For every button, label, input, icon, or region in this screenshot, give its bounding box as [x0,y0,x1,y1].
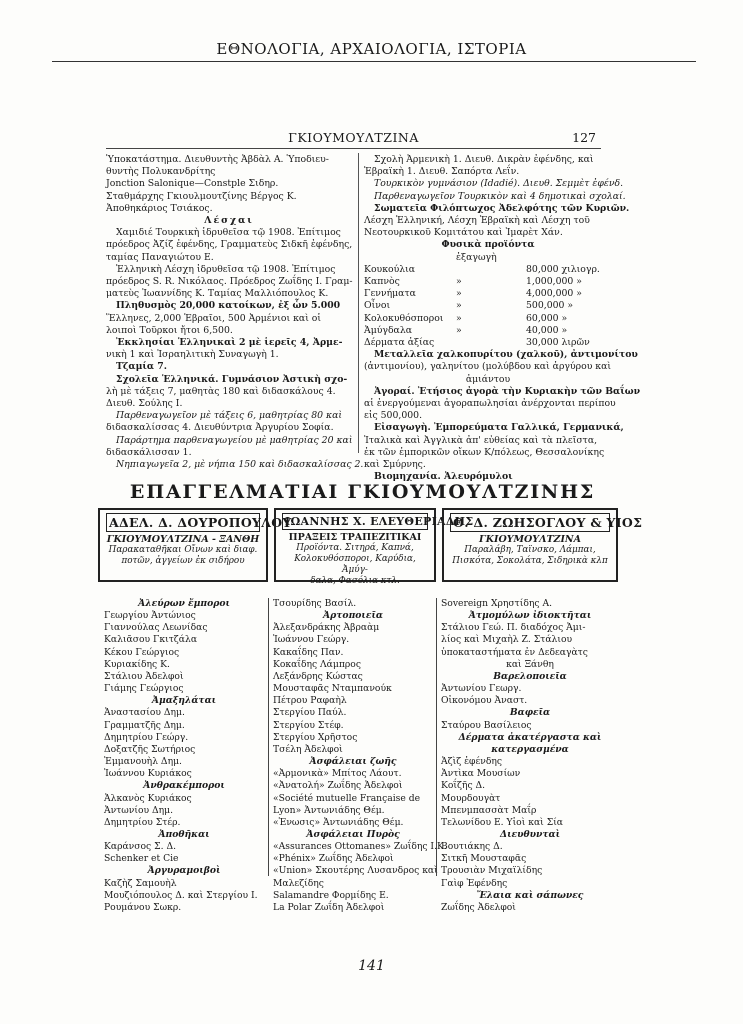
directory-heading: Ἔλαια καὶ σάπωνες [476,889,584,901]
exports-row [364,325,614,337]
directory-entry: «Ἀρμονικὰ» Μπίτος Λάουτ. [273,768,402,780]
text-line: λοιποὶ Τοῦρκοι ἤτοι 6,500. [106,324,233,336]
exports-table [364,252,614,350]
directory-heading: Διευθυνταὶ [499,828,561,840]
text-line: πρόεδρος Ἀζίζ ἐφένδης, Γραμματεὺς Σιδκῆ ἐφένδης, [106,239,353,251]
ad-city: ΠΡΑΞΕΙΣ ΤΡΑΠΕΖΙΤΙΚΑΙ [288,532,422,543]
export-ditto [456,264,526,276]
directory-heading: Ἀσφάλειαι ζωῆς [309,756,397,768]
ad-line: Κολοκυθόσποροι, Καρύδια, Ἀμύγ- [294,554,416,575]
directory-entry: Τσουρίδης Βασίλ. [273,598,357,609]
directory-entry: «Phénix» Ζωΐδης Ἀδελφοὶ [273,853,394,865]
text-line: λὴ μὲ τάξεις 7, μαθητὰς 180 καὶ διδασκάλους 4. [106,385,336,397]
directory-heading: Βαφεῖα [509,707,551,719]
ad-city: ΓΚΙΟΥΜΟΥΛΤΖΙΝΑ [479,534,581,545]
text-line: ταμίας Παναγιώτου Ε. [106,251,214,263]
ad-line: Προϊόντα. Σιτηρά, Καπνά, [296,543,414,553]
export-ditto: » [456,312,462,324]
directory-entry: Στεργίου Χρῆστος [273,731,358,743]
text-line: Ἰταλικὰ καὶ Ἀγγλικὰ ἀπ' εὐθείας καὶ τὰ πλεῖστα, [364,434,598,446]
exports-row [364,337,614,349]
exports-row [364,313,614,325]
text-line: (ἀντιμονίου), γαληνίτου (μολύβδου καὶ ἀργύρου καὶ [364,361,612,373]
directory-heading: Ἀρτοποιεῖα [323,610,383,622]
ad-name: ΑΔΕΛ. Δ. ΔΟΥΡΟΠΟΥΛΟΥ [106,513,260,532]
directory-entry: Ἰωάννου Κυριάκος [104,768,192,780]
directory-entry: Κοκαΐδης Λάμπρος [273,658,361,670]
text-line: νικὴ 1 καὶ Ἰσραηλιτικὴ Συναγωγὴ 1. [106,349,279,361]
directory-entry: Γιαννούλας Λεωνίδας [104,622,208,634]
professionals-title: ΕΠΑΓΓΕΛΜΑΤΙΑΙ ΓΚΙΟΥΜΟΥΛΤΖΙΝΗΣ [129,481,596,503]
directory-entry: Γραμματζῆς Δημ. [104,719,185,731]
directory-entry: Στάλιου Ἀδελφοὶ [104,670,184,682]
directory-entry: Τελωνίδου Ε. Υἱοὶ καὶ Σία [441,816,563,828]
export-item: Κουκούλια [364,263,416,275]
directory-entry: Δημητρίου Γεώργ. [104,731,189,743]
text-line: Χαμιδιέ Τουρκικὴ ἱδρυθεῖσα τῷ 1908. Ἐπίτιμος [116,227,341,239]
directory-heading: Ἀργυραμοιβοὶ [147,865,221,877]
directory-entry: Καράνσος Σ. Δ. [104,841,177,853]
directory-column-3 [441,598,619,914]
directory-entry: Ἀναστασίου Δημ. [104,707,185,719]
export-amount: 40,000 » [526,324,568,336]
directory-entry: Schenker et Cie [104,853,179,865]
exports-row [364,276,614,288]
text-line: αἱ ἐνεργούμεναι ἀγοραπωλησίαι ἀνέρχονται περίπου [364,398,616,410]
directory-entry: Στεργίου Στέφ. [273,719,344,731]
directory-entry: Μουρδουγὰτ [441,792,501,804]
text-line: διδασκάλισσαν 1. [106,446,192,458]
export-item: Καπνὸς [364,276,400,288]
directory-entry: Τρουσιὰν Μιχαϊλίδης [441,865,543,877]
directory-entry: Στεργίου Παύλ. [273,707,347,719]
text-line: καὶ Σμύρνης. [364,459,426,471]
export-amount: 4,000,000 » [526,288,582,300]
text-line: Μεταλλεῖα χαλκοπυρίτου (χαλκοῦ), ἀντιμονίτου [374,349,638,361]
directory-entry: Κοΐζῆς Δ. [441,780,486,792]
text-line: ἀμιάντου [465,373,511,385]
text-line: Νεοτουρκικοῦ Κομιτάτου καὶ Ἰμαρὲτ Χάν. [364,227,563,239]
folio-page-number: 141 [358,958,385,974]
ad-line: Πισκότα, Σοκολάτα, Σιδηρικὰ κλπ [452,556,608,566]
directory-entry: Γεωργίου Ἀντώνιος [104,610,196,622]
export-amount: 500,000 » [526,300,574,312]
directory-entry: Ἀντωνίου Γεωργ. [441,683,522,695]
ad-dourolopoulou [98,508,292,582]
directory-entry: Ἀζὶζ ἐφένδης [441,756,503,768]
directory-heading: Ἀποθῆκαι [158,828,210,840]
directory-heading: Ἀλεύρων ἔμποροι [138,598,230,609]
text-line: διδασκαλίσσας 4. Διευθύντρια Ἀργυρίου Σοφία. [106,422,334,434]
directory-entry: «Ἑνωσις» Ἀντωνιάδης Θέμ. [273,816,404,828]
directory-entry: Λεξάνδρης Κώστας [273,670,363,682]
ad-name: ΙΩΑΝΝΗΣ Χ. ΕΛΕΥΘΕΡΙΑΔΗΣ [282,513,428,530]
column-divider [358,153,359,453]
inner-header-title: ΓΚΙΟΥΜΟΥΛΤΖΙΝΑ [288,130,419,145]
directory-entry: Salamandrе Φορμίδης Ε. [273,889,389,901]
text-line: πρόεδρος S. R. Νικόλαος. Πρόεδρος Ζωΐδης Ι. Γραμ- [106,276,353,288]
directory-entry: Sovereign Χρηστίδης Α. [441,598,552,609]
export-item: Γεννήματα [364,288,416,300]
exports-header-row [364,252,614,264]
directory-heading: Ἀσφάλειαι Πυρὸς [306,828,400,840]
export-ditto: » [456,276,462,288]
directory-column-1 [104,598,264,914]
directory-heading: Ἀτμομύλων ἰδιοκτῆται [468,610,592,622]
text-line: Εἰσαγωγὴ. Ἐμπορεύματα Γαλλικά, Γερμανικά, [374,422,624,434]
directory-entry: Γιάμης Γεώργιος [104,683,184,695]
export-item: Κολοκυθόσποροι [364,312,444,324]
ad-line: Παρακαταθῆκαι Οἴνων καὶ διαφ. [108,545,258,555]
running-head: ΕΘΝΟΛΟΓΙΑ, ΑΡΧΑΙΟΛΟΓΙΑ, ΙΣΤΟΡΙΑ [216,40,527,58]
list-divider [268,598,269,876]
directory-entry: Κέκου Γεώργιος [104,646,180,658]
inner-header [106,130,601,149]
directory-entry: Ἀλεξανδράκης Ἀβραὰμ [273,622,380,634]
text-line: Διευθ. Σούλης Ι. [106,398,183,410]
directory-entry: «Société mutuelle Française de [273,792,421,804]
export-item: Οἶνοι [364,300,391,312]
directory-entry: Κακαΐδης Παν. [273,646,344,658]
ad-line: ποτῶν, ἀγγείων ἐκ σιδήρου [121,556,245,566]
export-amount: 80,000 χιλιογρ. [526,263,600,275]
text-line: Σωματεῖα Φιλόπτωχος Ἀδελφότης τῶν Κυριῶν. [374,202,630,214]
directory-entry: Ζωΐδης Ἀδελφοὶ [441,901,516,913]
export-amount: 30,000 λιρῶν [526,337,590,349]
directory-entry: Δημητρίου Στέρ. [104,816,181,828]
directory-heading: Βαρελοποιεῖα [493,670,567,682]
directory-entry: Καζὴζ Σαμουὴλ [104,877,177,889]
export-item: Ἀμύγδαλα [364,324,413,336]
directory-entry: «Union» Σκουτέρης Λυσανδρος καὶ [273,865,438,877]
directory-entry: λίος καὶ Μιχαὴλ Ζ. Στάλιου [441,634,573,646]
export-ditto: » [456,288,462,300]
directory-column-2 [273,598,447,914]
directory-entry: Γαὶφ Ἐφένδης [441,877,508,889]
text-line: Ἑλληνικὴ Λέσχη ἱδρυθεῖσα τῷ 1908. Ἐπίτιμος [116,263,336,275]
directory-entry: Καλιᾶσου Γκιτζάλα [104,634,198,646]
directory-entry: La Polar Ζωΐδη Ἀδελφοὶ [273,901,385,913]
ad-line: Παραλάβη, Ταϊνσκο, Λάμπαι, [464,545,596,555]
text-line: ματεὺς Ἰωαννίδης Κ. Ταμίας Μαλλιόπουλος Κ. [106,288,329,300]
directory-entry: Δοξατζῆς Σωτήριος [104,743,196,755]
text-line: Πληθυσμὸς 20,000 κατοίκων, ἐξ ὧν 5.000 [116,300,341,312]
text-line: ἐκ τῶν ἐμπορικῶν οἴκων Κ/πόλεως, Θεσσαλονίκης [364,446,605,458]
ad-name: Θ. Δ. ΖΩΗΣΟΓΛΟΥ & ΥΙΟΣ [450,513,610,532]
text-line: Ἐκκλησίαι Ἑλληνικαὶ 2 μὲ ἱερεῖς 4, Ἀρμε- [116,337,343,349]
top-rule [52,61,696,62]
exports-row [364,264,614,276]
inner-header-page-number: 127 [572,130,596,145]
directory-entry: «Ἀνατολή» Ζωΐδης Ἀδελφοὶ [273,780,403,792]
ad-city: ΓΚΙΟΥΜΟΥΛΤΖΙΝΑ - ΞΑΝΘΗ [106,534,260,545]
directory-entry: Μαλεζίδης [273,877,324,889]
exports-row [364,300,614,312]
text-line: Jonction Salonique—Constple Σιδηρ. [106,178,279,190]
directory-entry: Σταύρου Βασίλειος [441,719,532,731]
text-line: Βιομηχανία. Ἀλευρόμυλοι [374,471,513,483]
export-ditto: » [456,324,462,336]
exports-header: ἐξαγωγὴ [456,251,497,263]
directory-entry: Lyon» Ἀντωνιάδης Θέμ. [273,804,385,816]
text-line: Παρθεναγωγεῖον μὲ τάξεις 6, μαθητρίας 80 καὶ [116,410,343,422]
directory-entry: Ἰωάννου Γεώργ. [273,634,350,646]
export-item: Δέρματα ἀξίας [364,337,435,349]
export-amount: 60,000 » [526,312,568,324]
text-line: Τζαμία 7. [116,361,167,373]
right-column [364,154,641,483]
directory-entry: ὑποκαταστήματα ἐν Δεδεαγὰτς [441,646,588,658]
text-line: Σχολὴ Ἀρμενικὴ 1. Διευθ. Δικρὰν ἐφένδης, καὶ [374,154,594,165]
text-line: Σταθμάρχης Γκιουλμουτζίνης Βέργος Κ. [106,190,297,202]
directory-heading: Δέρματα ἀκατέργαστα καὶ [458,731,602,743]
directory-entry: Μουζιόπουλος Δ. καὶ Στεργίου Ι. [104,889,258,901]
directory-entry: Στάλιου Γεώ. Π. διαδόχος Ἀμι- [441,622,586,634]
text-line: εἰς 500,000. [364,410,423,422]
text-line: Ἀγοραί. Ἐτήσιος ἀγορὰ τὴν Κυριακὴν τῶν Βαΐων [374,385,641,397]
directory-entry: Μπενμπασσὰτ Μαΐρ [441,804,537,816]
directory-entry: Σιτκῆ Μουσταφᾶς [441,853,527,865]
text-line: Ὑποκατάστημα. Διευθυντὴς Ἀβδὰλ Α. Ὑποδιευ- [106,154,329,165]
directory-entry: Ἀλκανὸς Κυριάκος [104,792,192,804]
directory-entry: Ἀντωνίου Δημ. [104,804,174,816]
text-line: Ἑβραϊκὴ 1. Διευθ. Σαπόρτα Λεΐν. [364,166,520,178]
text-line: Ἕλληνες, 2,000 Ἑβραῖοι, 500 Ἀρμένιοι καὶ οἱ [106,312,322,324]
section-heading: Λέσχαι [204,215,254,227]
directory-heading: κατεργασμένα [491,743,569,755]
section-heading: Φυσικὰ προϊόντα [441,239,535,251]
list-divider [436,598,437,876]
directory-entry: Βουτιάκης Δ. [441,841,503,853]
directory-entry: Ρουμάνου Σωκρ. [104,901,182,913]
text-line: Παράρτημα παρθεναγωγείου μὲ μαθητρίας 20 καὶ [116,434,353,446]
exports-row [364,288,614,300]
text-line: Σχολεῖα Ἑλληνικά. Γυμνάσιον Ἀστικὴ σχο- [116,373,348,385]
text-line: θυντὴς Πολυκανδρίτης [106,166,216,178]
text-line: Λέσχη Ἑλληνική, Λέσχη Ἑβραϊκὴ καὶ Λέσχη τοῦ [364,215,590,227]
text-line: Ἀποθηκάριος Τσιάκος. [106,202,213,214]
directory-entry: Πέτρου Ραφαὴλ [273,695,347,707]
left-column [106,154,364,471]
ad-eleftheriadis [274,508,474,586]
directory-entry: Τσέλη Ἀδελφοὶ [273,743,343,755]
ad-line: δαλα, Φασόλια κτλ. [310,576,400,586]
ad-zoisoglou [442,508,643,582]
directory-entry: καὶ Ξάνθη [506,658,554,670]
export-amount: 1,000,000 » [526,276,582,288]
directory-entry: «Assurances Ottomanes» Ζωΐδης Ι.Κ. [273,841,447,853]
directory-heading: Ἀμαξηλάται [151,695,217,707]
directory-entry: Κυριακίδης Κ. [104,658,170,670]
directory-entry: Ἐμμανουὴλ Δημ. [104,756,182,768]
text-line: Νηπιαγωγεῖα 2, μὲ νήπια 150 καὶ διδασκαλίσσας 2. [116,459,364,471]
directory-heading: Ἀνθρακέμποροι [143,780,225,792]
directory-entry: Μουσταφᾶς Νταμπανούκ [273,683,392,695]
text-line: Παρθεναγωγεῖον Τουρκικὸν καὶ 4 δημοτικαὶ σχολαί. [374,190,626,202]
directory-entry: Οἰκονόμου Ἀναστ. [441,695,528,707]
directory-entry: Ἀντὶκα Μουσίων [441,768,521,780]
export-ditto: » [456,300,462,312]
text-line: Τουρκικὸν γυμνάσιον (Idadié). Διευθ. Σεμμὲτ ἐφένδ. [374,178,624,190]
export-ditto [456,337,526,349]
